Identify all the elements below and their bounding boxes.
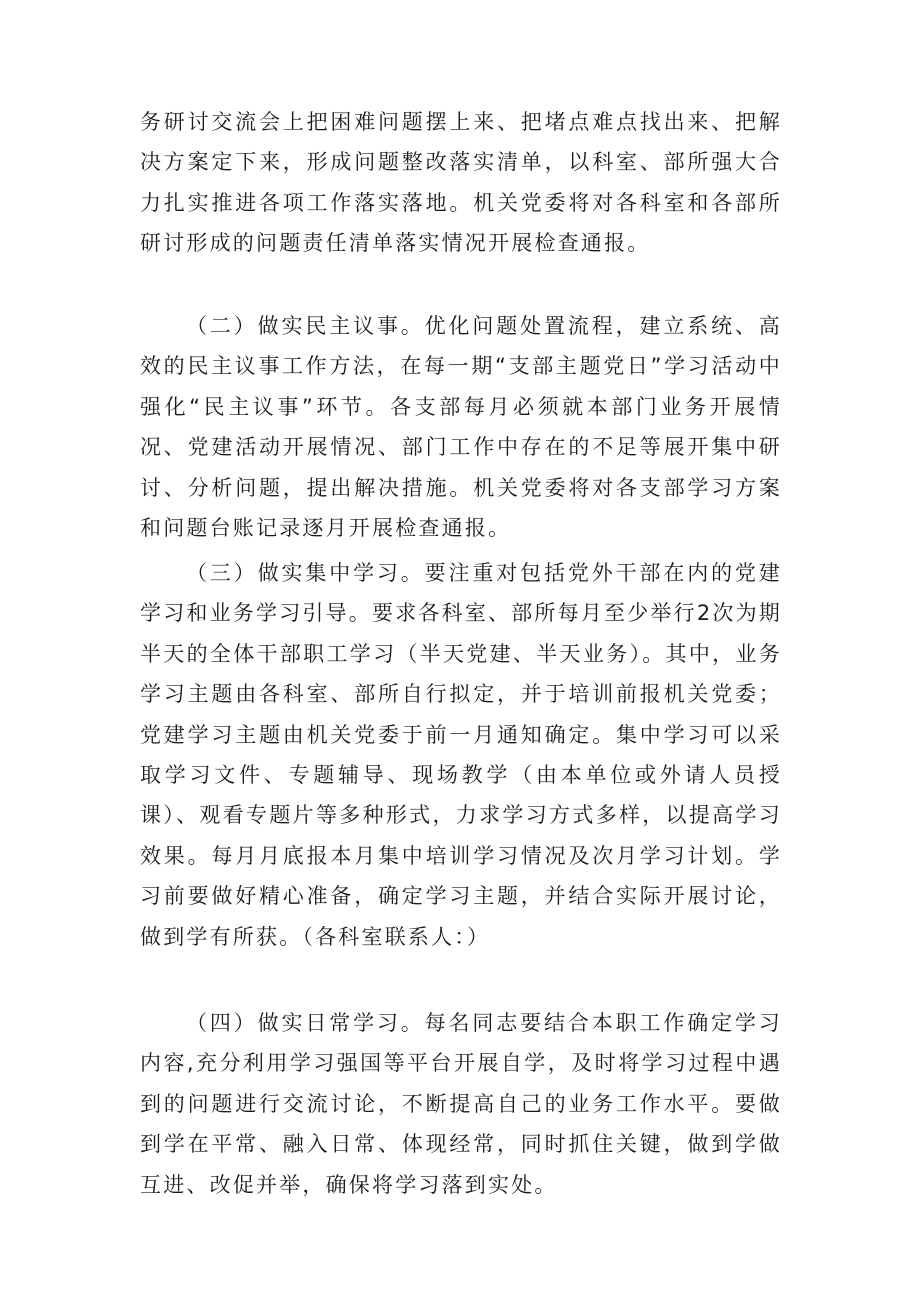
paragraph-centralized-study: （三）做实集中学习。要注重对包括党外干部在内的党建学习和业务学习引导。要求各科室、部所每月至少举行2次为期半天的全体干部职工学习（半天党建、半天业务）。其中，业务学习主题由各科室、部所自行拟定，并于培训前报机关党委；党建学习主题由机关党委于前一月通知确定。集中学习可以采取学习文件、专题辅导、现场教学（由本单位或外请人员授课）、观看专题片等多种形式，力求学习方式多样，以提高学习效果。每月月底报本月集中培训学习情况及次月学习计划。学习前要做好精心准备，确定学习主题，并结合实际开展讨论，做到学有所获。（各科室联系人：） [140,561,782,949]
paragraph-daily-study: （四）做实日常学习。每名同志要结合本职工作确定学习内容,充分利用学习强国等平台开展自学，及时将学习过程中遇到的问题进行交流讨论，不断提高自己的业务工作水平。要做到学在平常、融入日常、体现经常，同时抓住关键，做到学做互进、改促并举，确保将学习落到实处。 [140,1011,782,1197]
paragraph-continuation: 务研讨交流会上把困难问题摆上来、把堵点难点找出来、把解决方案定下来，形成问题整改落实清单，以科室、部所强大合力扎实推进各项工作落实落地。机关党委将对各科室和各部所研讨形成的问题责任清单落实情况开展检查通报。 [140,110,782,256]
paragraph-democratic-discussion: （二）做实民主议事。优化问题处置流程，建立系统、高效的民主议事工作方法，在每一期“支部主题党日”学习活动中强化“民主议事”环节。各支部每月必须就本部门业务开展情况、党建活动开展情况、部门工作中存在的不足等展开集中研讨、分析问题，提出解决措施。机关党委将对各支部学习方案和问题台账记录逐月开展检查通报。 [140,314,782,541]
